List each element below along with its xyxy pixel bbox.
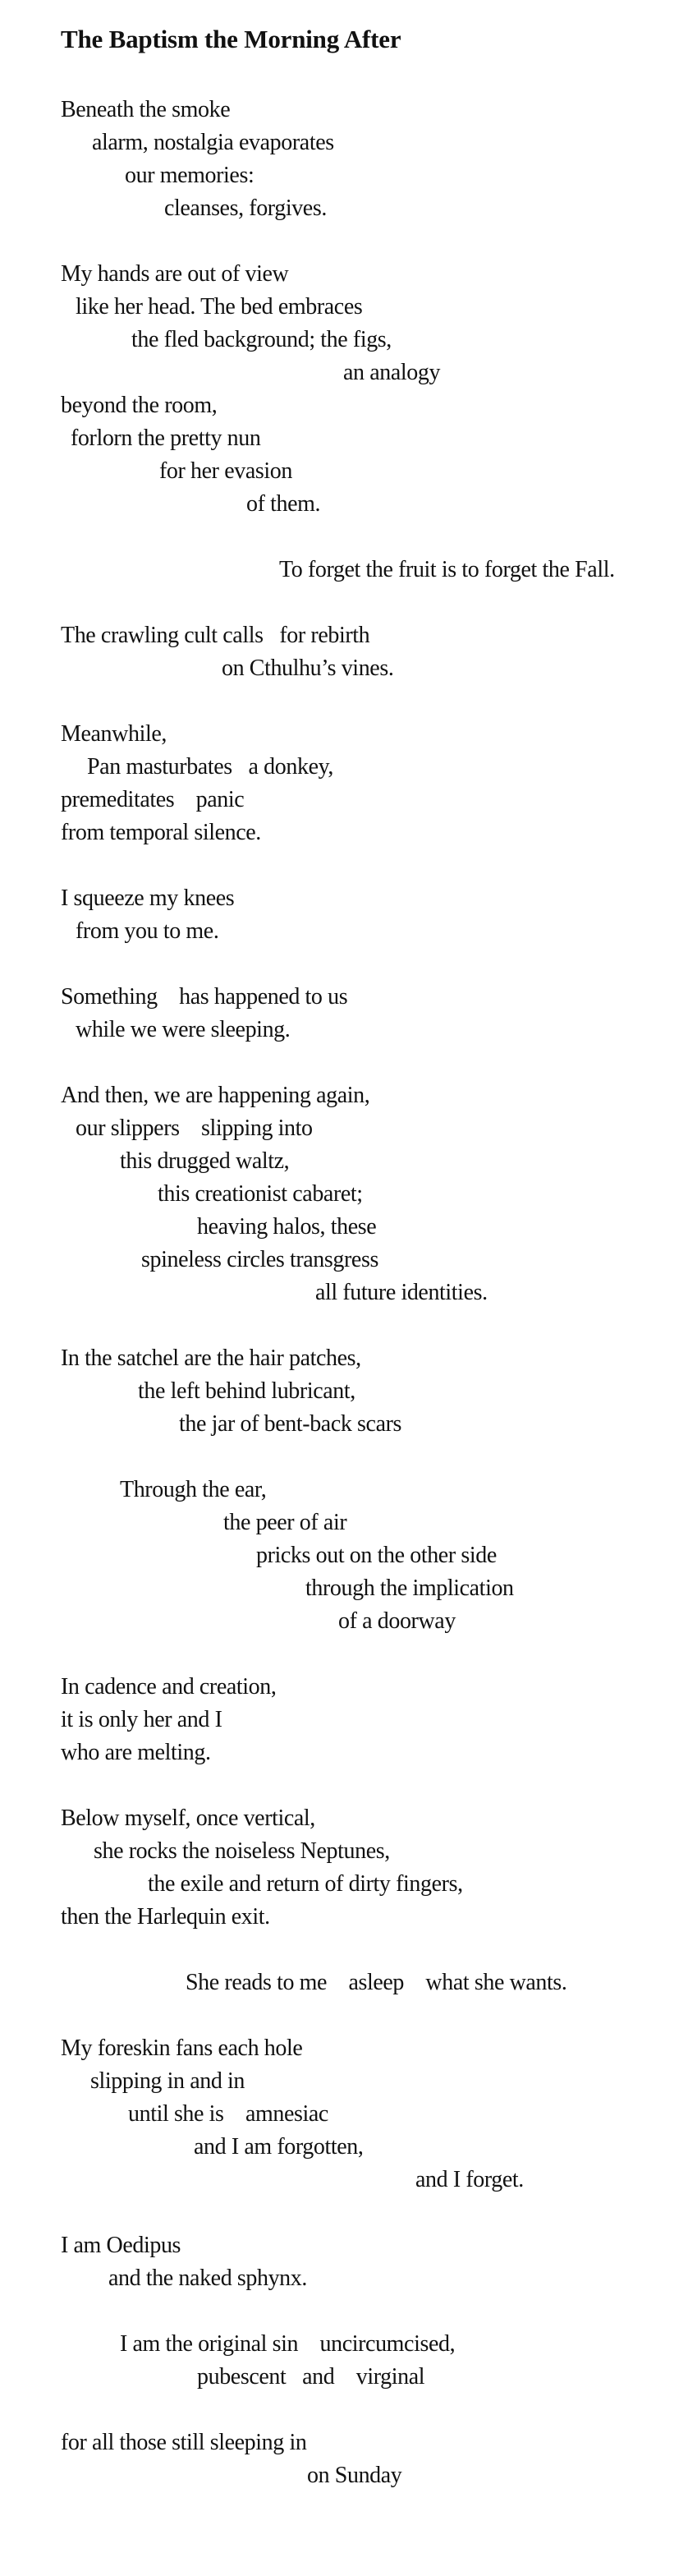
poem-line: I am Oedipus: [61, 2233, 181, 2258]
poem-line: our slippers slipping into: [76, 1116, 313, 1141]
poem-line: of them.: [246, 491, 321, 517]
poem-line: She reads to me asleep what she wants.: [186, 1970, 567, 1995]
poem-line: In the satchel are the hair patches,: [61, 1346, 361, 1371]
poem-line: premeditates panic: [61, 787, 245, 812]
poem-line: on Sunday: [307, 2463, 402, 2488]
poem-line: My foreskin fans each hole: [61, 2036, 303, 2061]
poem-title: The Baptism the Morning After: [61, 25, 401, 53]
poem-line: of a doorway: [338, 1608, 456, 1634]
poem-line: cleanses, forgives.: [164, 196, 327, 221]
poem-line: who are melting.: [61, 1740, 211, 1765]
poem-line: To forget the fruit is to forget the Fall.: [279, 557, 615, 582]
poem-line: through the implication: [305, 1576, 514, 1601]
poem-line: spineless circles transgress: [141, 1247, 378, 1272]
poem-line: and I forget.: [415, 2167, 524, 2192]
poem-line: then the Harlequin exit.: [61, 1904, 270, 1930]
poem-line: all future identities.: [315, 1280, 488, 1305]
poem-line: Something has happened to us: [61, 984, 348, 1010]
poem-line: In cadence and creation,: [61, 1674, 277, 1700]
poem-line: until she is amnesiac: [128, 2101, 328, 2127]
poem-line: and I am forgotten,: [194, 2134, 364, 2160]
poem-line: Meanwhile,: [61, 721, 167, 747]
poem-line: the left behind lubricant,: [138, 1378, 355, 1404]
poem-line: she rocks the noiseless Neptunes,: [94, 1838, 390, 1864]
poem-line: for all those still sleeping in: [61, 2430, 307, 2455]
poem-line: My hands are out of view: [61, 261, 289, 287]
poem-line: and the naked sphynx.: [108, 2266, 307, 2291]
poem-line: beyond the room,: [61, 393, 218, 418]
poem-line: Beneath the smoke: [61, 97, 231, 122]
poem-line: the peer of air: [223, 1510, 347, 1535]
poem-line: alarm, nostalgia evaporates: [92, 130, 334, 155]
poem-line: slipping in and in: [90, 2068, 245, 2094]
poem-line: I squeeze my knees: [61, 886, 235, 911]
poem-line: for her evasion: [159, 458, 292, 484]
poem-line: forlorn the pretty nun: [71, 426, 261, 451]
poem-line: The crawling cult calls for rebirth: [61, 623, 370, 648]
poem-line: the jar of bent-back scars: [179, 1411, 402, 1437]
poem-line: an analogy: [343, 360, 441, 385]
poem-line: this creationist cabaret;: [158, 1181, 363, 1207]
poem-line: Through the ear,: [120, 1477, 267, 1502]
poem-line: while we were sleeping.: [76, 1017, 291, 1042]
poem-line: Below myself, once vertical,: [61, 1806, 315, 1831]
poem-line: our memories:: [125, 163, 254, 188]
poem-line: I am the original sin uncircumcised,: [120, 2331, 456, 2357]
poem-line: heaving halos, these: [197, 1214, 377, 1240]
poem-line: it is only her and I: [61, 1707, 222, 1732]
poem-line: like her head. The bed embraces: [76, 294, 363, 320]
poem-line: the fled background; the figs,: [131, 327, 392, 352]
poem-line: the exile and return of dirty fingers,: [148, 1871, 463, 1897]
poem-line: this drugged waltz,: [120, 1148, 290, 1174]
poem-line: pubescent and virginal: [197, 2364, 425, 2390]
poem-line: from you to me.: [76, 918, 219, 944]
poem-line: And then, we are happening again,: [61, 1083, 370, 1108]
poem-line: Pan masturbates a donkey,: [87, 754, 333, 780]
poem-line: from temporal silence.: [61, 820, 261, 845]
poem-line: pricks out on the other side: [256, 1543, 497, 1568]
poem-line: on Cthulhu’s vines.: [222, 656, 394, 681]
